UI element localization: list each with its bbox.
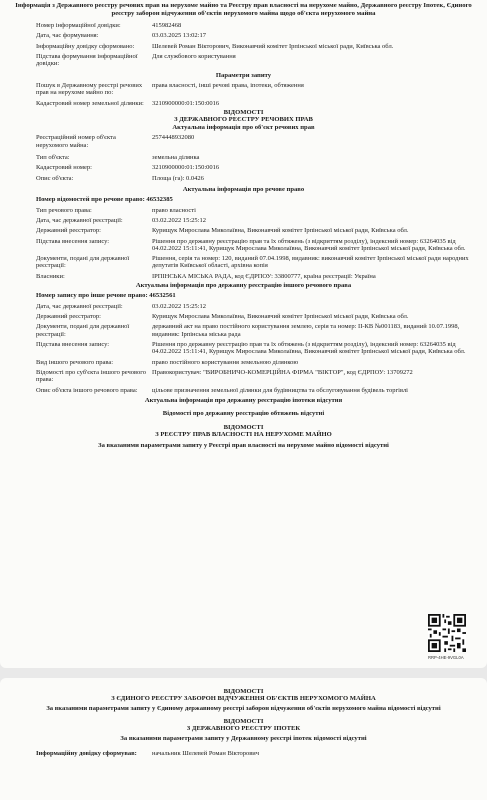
registry-title-line: ВІДОМОСТІ <box>223 423 264 431</box>
owners-value: ІРПІНСЬКА МІСЬКА РАДА, код ЄДРПОУ: 33800777, країна реєстрації: Україна <box>152 272 376 280</box>
other-right-label: Підстава внесення запису: <box>36 341 110 349</box>
meta-value: 03.03.2025 13:02:17 <box>152 32 206 40</box>
other-right-label: Дата, час державної реєстрації: <box>36 302 123 310</box>
other-right-value: Курищук Мирослава Миколаївна, Виконавчий комітет Ірпінської міської ради, Київська обл. <box>152 313 409 321</box>
meta-label: Підстава формування інформаційної довідки: <box>36 53 138 68</box>
ownership-record-number: Номер відомостей про речове право: 46532385 <box>36 196 173 204</box>
search-label: Кадастровий номер земельної ділянки: <box>36 99 144 107</box>
search-value: права власності, інші речові права, іпотеки, обтяження <box>152 82 304 90</box>
no-encumbrance-notice: Відомості про державну реєстрацію обтяжень відсутні <box>162 410 325 418</box>
other-right-label: Документи, подані для державної реєстрації: <box>36 323 130 338</box>
other-right-label: Опис об'єкта іншого речового права: <box>36 386 138 394</box>
ownership-value: Рішення, серія та номер: 120, виданий 07.04.1998, видавник: виконавчий комітет Ірпінської міської ради народних депутатів Київської області, архівна копія <box>152 255 469 270</box>
ownership-label: Тип речового права: <box>36 206 92 214</box>
ownership-label: Документи, подані для державної реєстрації: <box>36 255 130 270</box>
meta-section <box>0 22 487 67</box>
search-params-title: Параметри запиту <box>215 71 272 79</box>
qr-code-icon <box>428 614 466 652</box>
other-right-label: Вид іншого речового права: <box>36 358 114 366</box>
other-right-value: Правокористувач: "ВИРОБНИЧО-КОМЕРЦІЙНА ФІРМА "ВІКТОР", код ЄДРПОУ: 13709272 <box>152 368 413 376</box>
formed-by-value: начальник Шелевей Роман Вікторович <box>152 749 260 757</box>
formed-by-label: Інформаційну довідку сформував: <box>36 749 137 757</box>
other-right-label: Відомості про суб'єкта іншого речового права: <box>36 368 147 384</box>
object-value: земельна ділянка <box>152 153 200 161</box>
no-ownership-notice: За вказаними параметрами запиту у Реєстрі прав власності на нерухоме майно відомості відсутні <box>98 441 389 449</box>
other-right-value: цільове призначення земельної ділянки для будівництва та обслуговування будівель торгівлі <box>152 386 408 394</box>
no-bans-notice: За вказаними параметрами запиту у Єдиному державному реєстрі заборон відчуження об'єктів нерухомого майна відомості відсутні <box>46 705 441 712</box>
document-page-2 <box>0 678 487 800</box>
other-right-section-title: Актуальна інформація про державну реєстрацію іншого речового права <box>135 282 352 290</box>
object-value: 2574448932080 <box>152 134 195 142</box>
meta-value: Для службового користування <box>152 53 236 61</box>
no-mortgage-notice: Актуальна інформація про державну реєстрацію іпотеки відсутня <box>144 396 343 404</box>
mortgage-registry-title <box>0 718 487 732</box>
document-header: Інформація з Державного реєстру речових прав на нерухоме майно та Реєстру прав власності на нерухоме майно, Державного реєстру Іпотек, Єдиного реєстру заборон відчуження об'єктів нерухомого майна щодо об'єкта нерухомого майна <box>15 2 472 17</box>
ownership-section-title: Актуальна інформація про речове право <box>182 185 305 193</box>
ownership-label: Дата, час державної реєстрації: <box>36 216 123 224</box>
registry-title <box>0 109 487 123</box>
search-value: 3210900000:01:150:0016 <box>152 99 220 107</box>
other-right-value: Рішення про державну реєстрацію прав та їх обтяжень (з відкриттям розділу), індексний номер: 63264035 від 04.02.2022 15:11:41, Курищук Мирослава Миколаївна, Виконавчий комітет Ірпінської міської ради, Київська обл. <box>152 341 466 356</box>
meta-label: Дата, час формування: <box>36 32 99 40</box>
ownership-value: Рішення про державну реєстрацію прав та їх обтяжень (з відкриттям розділу), індексний номер: 63264035 від 04.02.2022 15:11:41, Курищук Мирослава Миколаївна, Виконавчий комітет Ірпінської міської ради, Київська обл. <box>152 237 466 252</box>
registry-title-ownership <box>0 424 487 438</box>
object-label: Кадастровий номер: <box>36 164 92 172</box>
no-mortgages-notice: За вказаними параметрами запиту у Державному реєстрі іпотек відомості відсутні <box>120 735 367 743</box>
registry-title-line: З ДЕРЖАВНОГО РЕЄСТРУ ІПОТЕК <box>186 725 301 733</box>
object-value: Площа (га): 0.0426 <box>152 174 204 182</box>
other-right-record-number: Номер запису про інше речове право: 46532561 <box>36 292 176 300</box>
meta-value: Шелевей Роман Вікторович, Виконавчий комітет Ірпінської міської ради, Київська обл. <box>152 42 394 50</box>
other-right-value: 03.02.2022 15:25:12 <box>152 302 206 310</box>
other-right-label: Державний реєстратор: <box>36 313 101 321</box>
ownership-label: Підстава внесення запису: <box>36 237 110 245</box>
registry-title-line: З РЕЄСТРУ ПРАВ ВЛАСНОСТІ НА НЕРУХОМЕ МАЙНО <box>155 430 332 438</box>
meta-label: Номер інформаційної довідки: <box>36 22 121 30</box>
object-section-title: Актуальна інформація про об'єкт речових прав <box>172 123 315 131</box>
object-label: Реєстраційний номер об'єкта нерухомого майна: <box>36 134 116 149</box>
ownership-value: Курищук Мирослава Миколаївна, Виконавчий комітет Ірпінської міської ради, Київська обл. <box>152 227 409 235</box>
ownership-value: 03.02.2022 15:25:12 <box>152 216 206 224</box>
ownership-value: право власності <box>152 206 196 214</box>
meta-value: 415982468 <box>152 22 182 30</box>
ownership-label: Державний реєстратор: <box>36 227 101 235</box>
object-label: Опис об'єкта: <box>36 174 74 182</box>
ownership-label: Власники: <box>36 272 65 280</box>
meta-label: Інформаційну довідку сформовано: <box>36 42 135 50</box>
bans-registry-title <box>0 688 487 702</box>
registry-title-line: З ДЕРЖАВНОГО РЕЄСТРУ РЕЧОВИХ ПРАВ <box>174 115 313 123</box>
registry-title-line: ВІДОМОСТІ <box>223 718 264 726</box>
registry-title-line: З ЄДИНОГО РЕЄСТРУ ЗАБОРОН ВІДЧУЖЕННЯ ОБ'ЄКТІВ НЕРУХОМОГО МАЙНА <box>111 695 376 702</box>
registry-title-line: ВІДОМОСТІ <box>223 108 264 116</box>
object-value: 3210900000:01:150:0016 <box>152 164 220 172</box>
object-label: Тип об'єкта: <box>36 153 70 161</box>
search-label: Пошук в Державному реєстрі речових прав на нерухоме майно по: <box>36 82 143 97</box>
registry-title-line: ВІДОМОСТІ <box>223 688 264 695</box>
qr-caption: RRP-4HE-9VGL0A <box>428 655 464 660</box>
other-right-value: право постійного користування земельною ділянкою <box>152 358 299 366</box>
other-right-value: державний акт на право постійного користування землею, серія та номер: ІІ-КВ №001183, виданий 10.07.1998, видавник: Ірпінська міська рада <box>152 323 460 338</box>
